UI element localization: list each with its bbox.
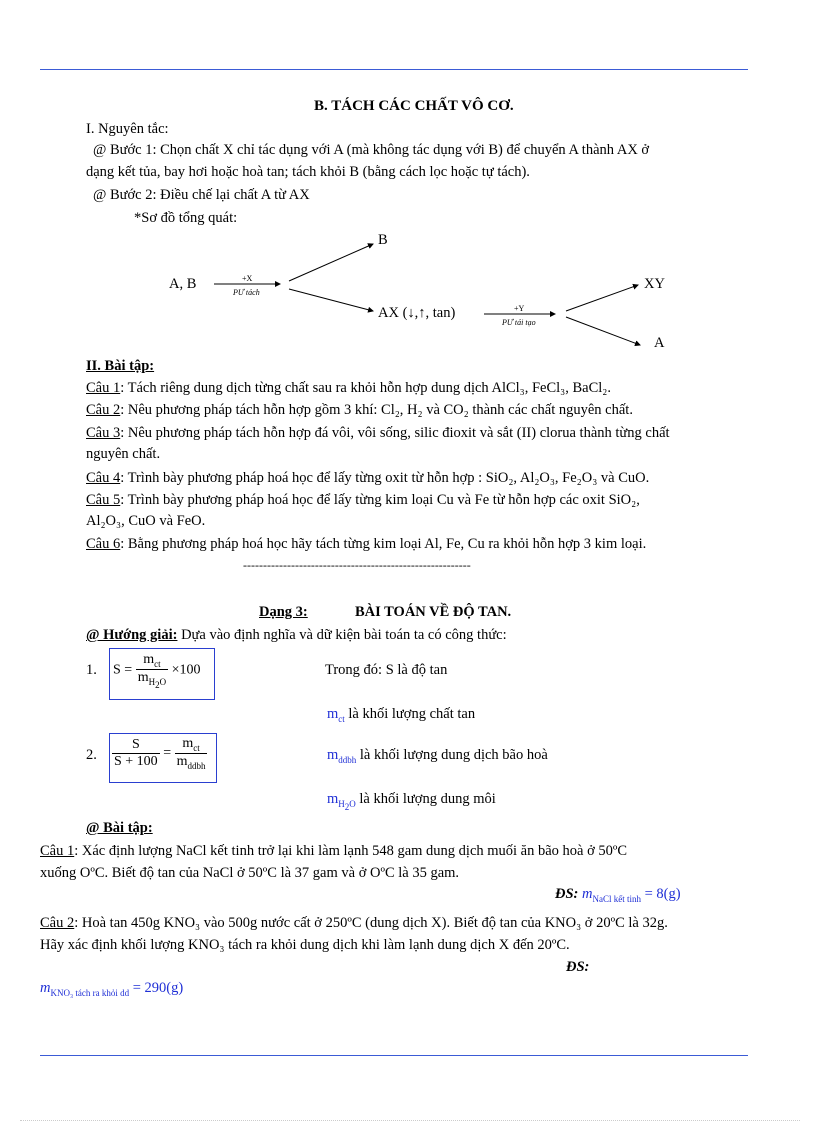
- formula-2-lhs-fraction: [112, 737, 160, 770]
- exercise-label: Câu 3: [86, 425, 121, 441]
- formula-1-fraction: [136, 652, 168, 689]
- arrow2-bottom-label: PƯ tái tạo: [502, 318, 536, 327]
- exercise-text: : Nêu phương pháp tách hỗn hợp đá vôi, vôi sống, silic đioxit và sắt (II) clorua thành từng chất: [120, 425, 670, 441]
- exercise-label: Câu 5: [86, 492, 121, 508]
- formula-2-number: 2.: [86, 747, 97, 763]
- exercise-text: : Tách riêng dung dịch từng chất sau ra khỏi hỗn hợp dung dịch AlCl₃, FeCl₃, BaCl₂.: [120, 380, 611, 396]
- exercise-3: [86, 425, 670, 442]
- definition-text: là khối lượng dung môi: [355, 791, 496, 807]
- diagram-branch-ax: AX (↓,↑, tan): [378, 305, 456, 321]
- question-1-line-b: xuống OºC. Biết độ tan của NaCl ở 50ºC là 37 gam và ở OºC là 35 gam.: [40, 865, 460, 881]
- arrow2-top-label: +Y: [514, 304, 525, 313]
- exercise-text: : Nêu phương pháp tách hỗn hợp gồm 3 khí: Cl₂, H₂ và CO₂ thành các chất nguyên chất.: [120, 402, 633, 418]
- exercise-1: [86, 380, 611, 397]
- arrow1-top-label: +X: [242, 274, 253, 283]
- formula-2-lhs-denominator: S + 100: [114, 753, 158, 769]
- question-label: Câu 2: [40, 915, 75, 931]
- m-symbol: m: [327, 706, 339, 722]
- question-label: Câu 1: [40, 843, 75, 859]
- subscript: [338, 798, 356, 812]
- question-2-answer: [40, 980, 183, 998]
- exercise-4: [86, 470, 649, 487]
- m-symbol: m: [40, 980, 51, 996]
- definition-s: Trong đó: S là độ tan: [325, 662, 448, 678]
- guide-text: Dựa vào định nghĩa và dữ kiện bài toán ta có công thức:: [177, 627, 507, 643]
- answer-value: = 290(g): [132, 980, 184, 996]
- m-symbol: m: [137, 669, 149, 685]
- definition-ct: [327, 706, 475, 724]
- formula-1-number: 1.: [86, 662, 97, 678]
- question-text: : Hoà tan 450g KNO₃ vào 500g nước cất ở 250ºC (dung dịch X). Biết độ tan của KNO₃ ở 20ºC là 32g.: [74, 915, 668, 931]
- formula-1-lhs: S =: [113, 662, 133, 678]
- question-text: : Xác định lượng NaCl kết tinh trở lại khi làm lạnh 548 gam dung dịch muối ăn bão hoà ở 50ºC: [74, 843, 628, 859]
- question-2-line-b: Hãy xác định khối lượng KNO₃ tách ra khỏi dung dịch khi làm lạnh dung dịch X đến 20ºC.: [40, 937, 570, 953]
- formula-2-lhs-numerator: S: [112, 737, 160, 754]
- m-symbol: m: [182, 736, 194, 751]
- formula-2-rhs-numerator: [175, 736, 208, 754]
- guide-line: [86, 627, 507, 644]
- answer-subscript: KNO₃ tách ra khỏi dd: [50, 987, 130, 998]
- section-title: B. TÁCH CÁC CHẤT VÔ CƠ.: [314, 98, 514, 114]
- guide-label: @ Hướng giải:: [86, 627, 178, 643]
- top-rule: [40, 69, 748, 70]
- subscript-h: H: [338, 798, 345, 809]
- exercises-heading: II. Bài tập:: [86, 358, 155, 374]
- diagram-out-a: A: [654, 335, 665, 351]
- diagram-out-xy: XY: [644, 276, 665, 292]
- principle-heading-text: I. Nguyên tắc:: [86, 121, 169, 137]
- question-1-answer: [555, 886, 681, 904]
- diagram-branch-b: B: [378, 232, 388, 248]
- principle-heading: [86, 121, 169, 138]
- exercise-label: Câu 6: [86, 536, 121, 552]
- page-edge-dotted: [20, 1120, 800, 1121]
- definition-h2o: [327, 791, 496, 812]
- subscript: ct: [193, 742, 200, 753]
- dang3-title: BÀI TOÁN VỀ ĐỘ TAN.: [355, 604, 512, 620]
- answer-value: = 8(g): [644, 886, 681, 902]
- subscript: ct: [338, 713, 345, 724]
- exercise-text: : Trình bày phương pháp hoá học để lấy từng kim loại Cu và Fe từ hỗn hợp các oxit SiO₂,: [120, 492, 640, 508]
- diagram-label: *Sơ đồ tổng quát:: [134, 210, 238, 226]
- step1-line-b: dạng kết tủa, bay hơi hoặc hoà tan; tách khỏi B (bằng cách lọc hoặc tự tách).: [86, 164, 530, 180]
- question-2-answer-label: ĐS:: [566, 959, 590, 975]
- subscript-o: O: [159, 676, 167, 687]
- definition-text: là khối lượng chất tan: [344, 706, 476, 722]
- subscript: [148, 676, 167, 690]
- formula-1-numerator: [136, 652, 168, 670]
- dang3-label: [259, 604, 308, 621]
- exercise-label: Câu 2: [86, 402, 121, 418]
- dashed-separator: ---------------------------------------------------------: [243, 558, 471, 572]
- question-1-line-a: [40, 843, 627, 860]
- bottom-rule: [40, 1055, 748, 1056]
- m-symbol: m: [143, 652, 155, 667]
- diagram-start: A, B: [169, 276, 197, 292]
- branch-line-b: [289, 244, 373, 281]
- subscript-o: O: [349, 798, 356, 809]
- exercise-text: : Trình bày phương pháp hoá học để lấy từng oxit từ hỗn hợp : SiO₂, Al₂O₃, Fe₂O₃ và CuO.: [120, 470, 650, 486]
- m-symbol: m: [582, 886, 593, 902]
- exercise-label: Câu 1: [86, 380, 121, 396]
- formula-1-rhs: ×100: [171, 662, 201, 678]
- exercise-6: [86, 536, 646, 553]
- arrow1-bottom-label: PƯ tách: [233, 288, 260, 297]
- step2-line: @ Bước 2: Điều chế lại chất A từ AX: [93, 187, 310, 203]
- m-symbol: m: [176, 753, 188, 769]
- subscript-h: H: [148, 676, 156, 687]
- subscript: ddbh: [187, 760, 206, 771]
- dang3-exercise-heading: @ Bài tập:: [86, 820, 153, 836]
- m-symbol: m: [327, 791, 339, 807]
- separation-diagram: [0, 225, 816, 360]
- formula-1-denominator: [136, 670, 168, 690]
- exercise-5-cont: Al₂O₃, CuO và FeO.: [86, 513, 206, 529]
- formula-2-equals: =: [163, 745, 172, 761]
- exercise-2: [86, 402, 633, 419]
- question-2-line-a: [40, 915, 668, 932]
- answer-subscript: NaCl kết tinh: [592, 893, 641, 904]
- exercise-5: [86, 492, 640, 509]
- formula-2-rhs-denominator: [175, 754, 208, 771]
- exercise-text: : Bằng phương pháp hoá học hãy tách từng kim loại Al, Fe, Cu ra khỏi hỗn hợp 3 kim loại.: [120, 536, 647, 552]
- branch-line-ax: [289, 289, 373, 311]
- definition-ddbh: [327, 747, 548, 765]
- definition-text: là khối lượng dung dịch bão hoà: [356, 747, 548, 763]
- subscript: ct: [154, 658, 161, 669]
- formula-1: [113, 652, 200, 689]
- m-symbol: m: [327, 747, 339, 763]
- branch-line-a: [566, 317, 640, 345]
- dang3-label-text: Dạng 3:: [259, 604, 308, 620]
- subscript-2: 2: [155, 679, 160, 690]
- subscript: ddbh: [338, 754, 357, 765]
- exercise-3-cont: nguyên chất.: [86, 446, 161, 462]
- step1-line-a: @ Bước 1: Chọn chất X chỉ tác dụng với A (mà không tác dụng với B) để chuyển A thành AX ở: [93, 142, 650, 158]
- branch-line-xy: [566, 285, 638, 311]
- subscript-2: 2: [344, 801, 350, 812]
- answer-label: ĐS:: [555, 886, 579, 902]
- formula-2: [112, 736, 207, 771]
- formula-2-rhs-fraction: [175, 736, 208, 771]
- exercise-label: Câu 4: [86, 470, 121, 486]
